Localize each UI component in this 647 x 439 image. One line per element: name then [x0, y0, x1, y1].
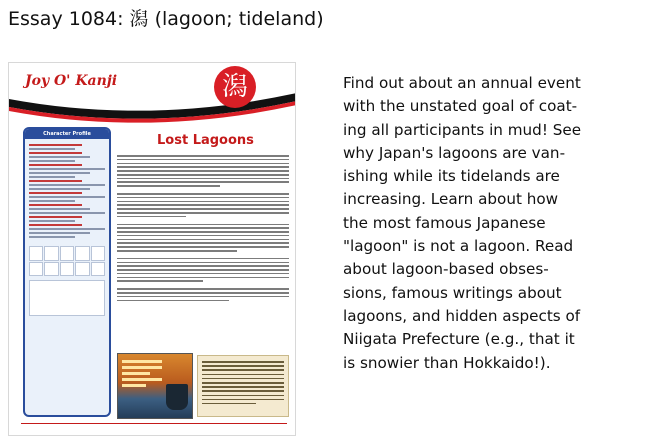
character-profile-panel	[23, 127, 111, 417]
description-line: why Japan's lagoons are van-	[343, 143, 566, 162]
description-line: Find out about an annual event	[343, 74, 581, 92]
stroke-order-grid	[29, 246, 105, 276]
kanji-badge: 潟	[214, 66, 256, 108]
magazine-cover-image	[117, 353, 193, 419]
description-line: with the unstated goal of coat-	[343, 97, 578, 116]
magazine-callout-box	[197, 355, 289, 417]
essay-page-thumbnail[interactable]	[8, 62, 296, 436]
description-line: is snowier than Hokkaido!).	[343, 353, 551, 372]
description-line: about lagoon-based obses-	[343, 260, 549, 279]
page-title: Essay 1084: 潟 (lagoon; tideland)	[8, 8, 324, 30]
description-line: sions, famous writings about	[343, 283, 562, 302]
description-line: increasing. Learn about how	[343, 190, 559, 209]
description-line: ing all participants in mud! See	[343, 120, 582, 139]
thumbnail-footer-rule	[21, 423, 287, 427]
description-line: the most famous Japanese	[343, 213, 546, 232]
character-profile-header: Character Profile	[25, 129, 109, 139]
description-line: lagoons, and hidden aspects of	[343, 306, 581, 325]
joy-o-kanji-logo: Joy O' Kanji	[25, 73, 118, 89]
thumbnail-header	[9, 63, 296, 133]
description-line: "lagoon" is not a lagoon. Read	[343, 237, 574, 256]
description-line: Niigata Prefecture (e.g., that it	[343, 330, 575, 349]
description-line: ishing while its tidelands are	[343, 167, 560, 186]
essay-description	[343, 72, 643, 375]
gondola-silhouette	[166, 384, 188, 410]
profile-reference-table	[29, 280, 105, 316]
essay-headline: Lost Lagoons	[157, 133, 254, 148]
essay-body-text	[117, 155, 289, 303]
profile-text-block	[25, 139, 109, 243]
